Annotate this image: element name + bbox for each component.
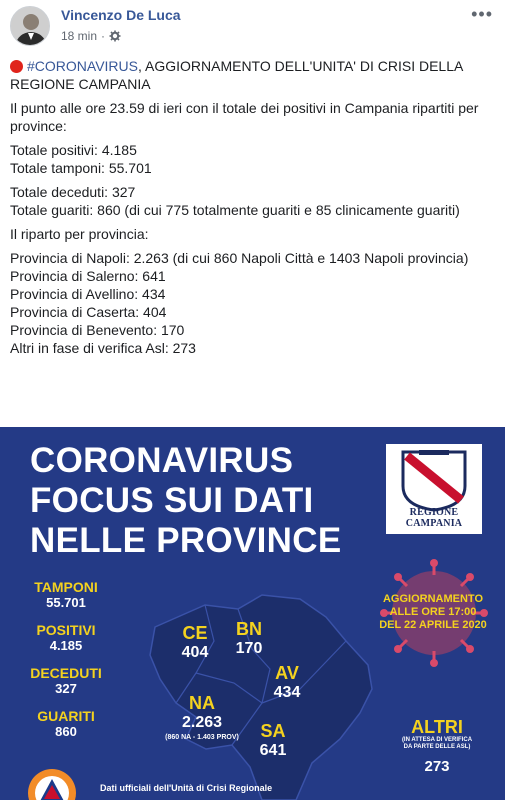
update-note: AGGIORNAMENTO ALLE ORE 17:00 DEL 22 APRILE 2020 [379, 593, 487, 631]
total-deaths: Totale deceduti: 327 [10, 184, 136, 200]
total-positive: Totale positivi: 4.185 [10, 142, 137, 158]
post-intro: Il punto alle ore 23.59 di ieri con il totale dei positivi in Campania ripartiti per province: [10, 100, 479, 134]
post-outcomes [10, 183, 498, 219]
total-recovered: Totale guariti: 860 (di cui 775 totalmente guariti e 85 clinicamente guariti) [10, 202, 460, 218]
breakdown-title: Il riparto per provincia: [10, 226, 149, 242]
map-label-sa: SA 641 [259, 721, 287, 759]
map-label-bn: BN 170 [235, 619, 263, 657]
altri-box: ALTRI (IN ATTESA DI VERIFICA DA PARTE DELLE ASL) 273 [401, 717, 473, 775]
civil-protection-logo-icon [20, 761, 84, 800]
avatar-image [11, 7, 50, 46]
map-label-ce: CE 404 [181, 623, 209, 661]
stat-positivi: POSITIVI 4.185 [36, 622, 96, 653]
post-header [0, 0, 505, 50]
post-text [10, 57, 498, 363]
province-other: Altri in fase di verifica Asl: 273 [10, 340, 196, 356]
post-meta: 18 min · [61, 29, 121, 43]
infographic-title: CORONAVIRUS FOCUS SUI DATI NELLE PROVINCE [30, 441, 342, 560]
author-avatar[interactable] [10, 6, 50, 46]
province-list [10, 249, 498, 357]
stat-tamponi: TAMPONI 55.701 [34, 579, 98, 610]
crest-shield-icon [399, 450, 469, 512]
total-tests: Totale tamponi: 55.701 [10, 160, 152, 176]
province-salerno: Provincia di Salerno: 641 [10, 268, 166, 284]
province-caserta: Provincia di Caserta: 404 [10, 304, 167, 320]
regione-campania-logo [386, 444, 482, 534]
author-name[interactable]: Vincenzo De Luca [61, 7, 181, 23]
regional-stats [0, 579, 132, 751]
post-totals [10, 141, 498, 177]
province-benevento: Provincia di Benevento: 170 [10, 322, 185, 338]
red-circle-icon [10, 60, 23, 73]
footer-note: Dati ufficiali dell'Unità di Crisi Regionale [100, 783, 273, 793]
more-options-icon[interactable]: ••• [471, 4, 493, 24]
map-label-na: NA 2.263 (860 NA - 1.403 PROV) [165, 693, 239, 741]
stat-deceduti: DECEDUTI 327 [30, 665, 102, 696]
infographic-image[interactable] [0, 427, 505, 800]
post-timestamp[interactable]: 18 min [61, 29, 98, 43]
gear-icon[interactable] [109, 30, 121, 42]
stat-guariti: GUARITI 860 [37, 708, 95, 739]
post-headline: #CORONAVIRUS, AGGIORNAMENTO DELL'UNITA' DI CRISI DELLA REGIONE CAMPANIA [10, 58, 463, 92]
hashtag-link[interactable]: #CORONAVIRUS [27, 58, 138, 74]
province-avellino: Provincia di Avellino: 434 [10, 286, 166, 302]
province-napoli: Provincia di Napoli: 2.263 (di cui 860 Napoli Città e 1403 Napoli provincia) [10, 250, 469, 266]
map-label-av: AV 434 [273, 663, 301, 701]
crest-label: REGIONE CAMPANIA [405, 507, 463, 529]
